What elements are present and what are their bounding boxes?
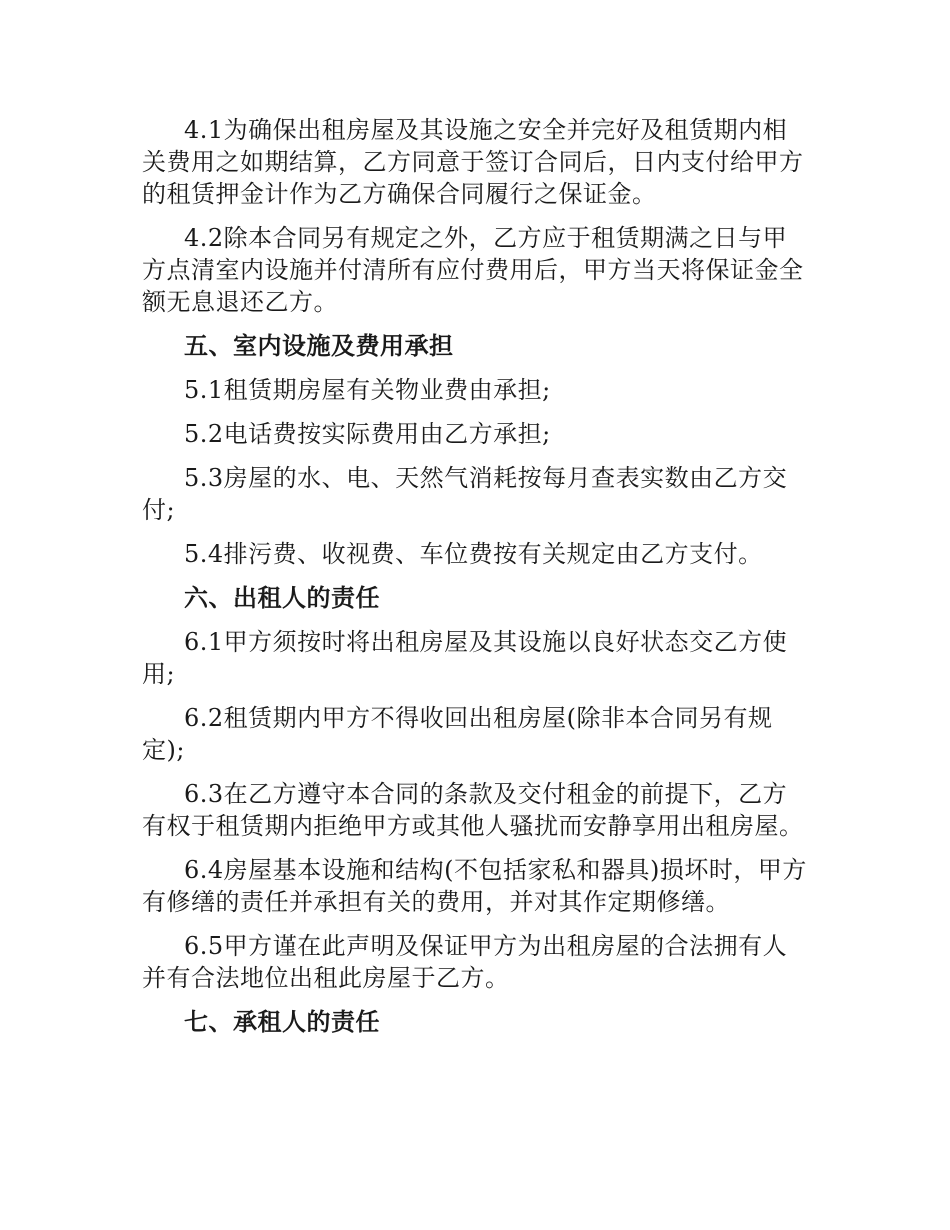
clause-5-1: 5.1租赁期房屋有关物业费由承担; xyxy=(184,376,551,404)
clause-5-3: 5.3房屋的水、电、天然气消耗按每月查表实数由乙方交付; xyxy=(142,464,788,524)
section-7-heading: 七、承租人的责任 xyxy=(184,1008,380,1036)
document-body xyxy=(142,114,810,1050)
clause-6-1: 6.1甲方须按时将出租房屋及其设施以良好状态交乙方使用; xyxy=(142,628,788,688)
clause-4-2: 4.2除本合同另有规定之外，乙方应于租赁期满之日与甲方点清室内设施并付清所有应付费用后，甲方当天将保证金全额无息退还乙方。 xyxy=(142,224,804,316)
clause-6-4: 6.4房屋基本设施和结构(不包括家私和器具)损坏时，甲方有修缮的责任并承担有关的费用，并对其作定期修缮。 xyxy=(142,856,807,916)
clause-5-4: 5.4排污费、收视费、车位费按有关规定由乙方支付。 xyxy=(184,540,763,568)
clause-6-2: 6.2租赁期内甲方不得收回出租房屋(除非本合同另有规定); xyxy=(142,704,773,764)
clause-5-2: 5.2电话费按实际费用由乙方承担; xyxy=(184,420,551,448)
section-5-heading: 五、室内设施及费用承担 xyxy=(184,332,454,360)
clause-4-1: 4.1为确保出租房屋及其设施之安全并完好及租赁期内相关费用之如期结算，乙方同意于签订合同后，日内支付给甲方的租赁押金计作为乙方确保合同履行之保证金。 xyxy=(142,116,804,208)
clause-6-5: 6.5甲方谨在此声明及保证甲方为出租房屋的合法拥有人并有合法地位出租此房屋于乙方。 xyxy=(142,932,788,992)
clause-6-3: 6.3在乙方遵守本合同的条款及交付租金的前提下，乙方有权于租赁期内拒绝甲方或其他人骚扰而安静享用出租房屋。 xyxy=(142,780,804,840)
section-6-heading: 六、出租人的责任 xyxy=(184,584,380,612)
